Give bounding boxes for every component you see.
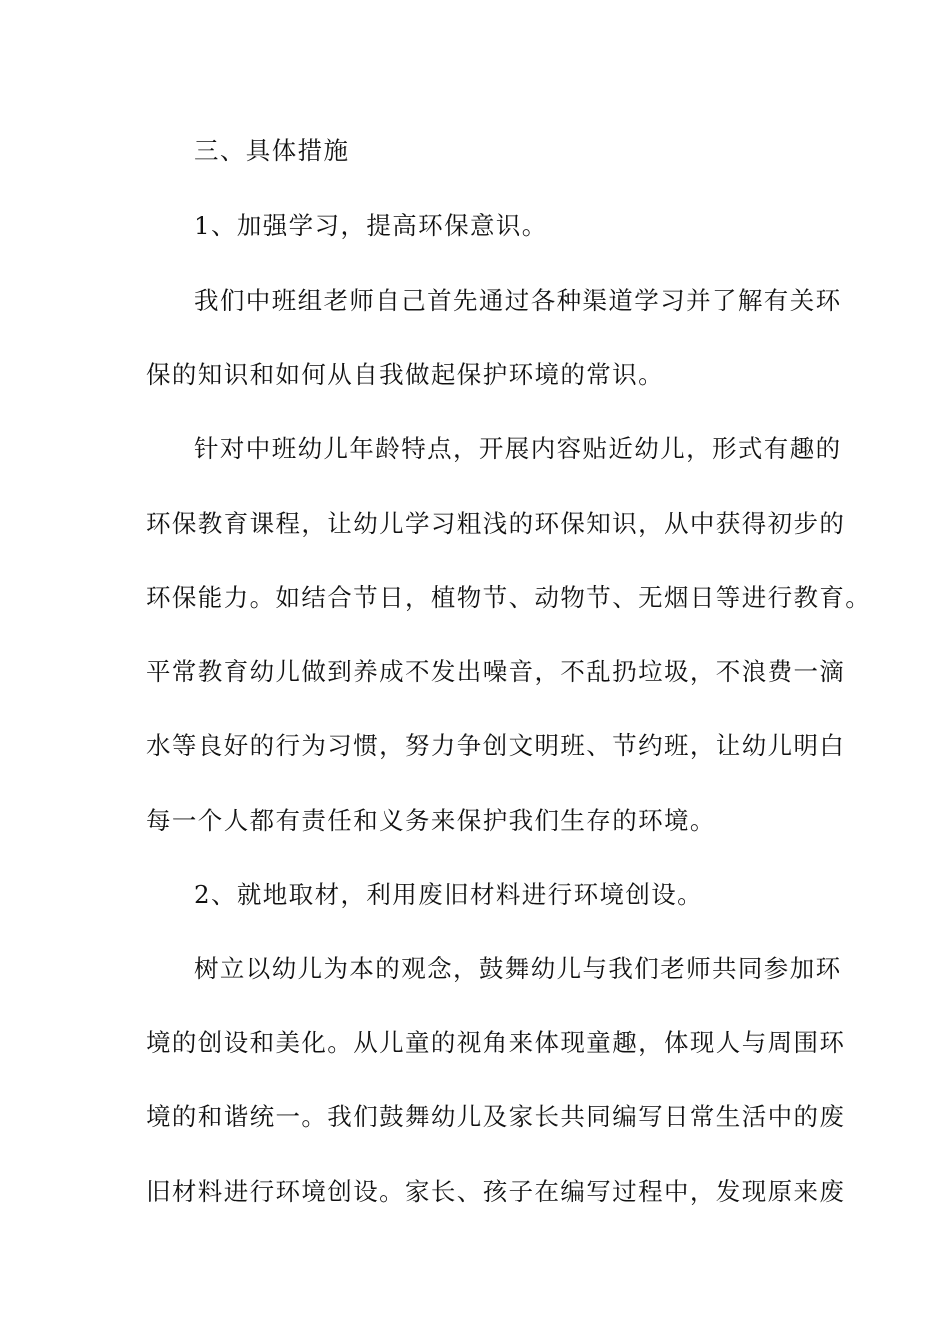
paragraph-1-line: 保的知识和如何从自我做起保护环境的常识。 (146, 360, 664, 389)
paragraph-2-line: 平常教育幼儿做到养成不发出噪音，不乱扔垃圾，不浪费一滴 (146, 657, 846, 686)
paragraph-3-line: 树立以幼儿为本的观念，鼓舞幼儿与我们老师共同参加环 (194, 954, 842, 983)
paragraph-3-line: 境的创设和美化。从儿童的视角来体现童趣，体现人与周围环 (146, 1028, 846, 1057)
item-1-heading: 1、加强学习，提高环保意识。 (194, 211, 548, 240)
paragraph-3-line: 境的和谐统一。我们鼓舞幼儿及家长共同编写日常生活中的废 (146, 1102, 846, 1131)
paragraph-3-line: 旧材料进行环境创设。家长、孩子在编写过程中，发现原来废 (146, 1177, 846, 1206)
item-2-heading: 2、就地取材，利用废旧材料进行环境创设。 (194, 880, 704, 909)
paragraph-2-line: 针对中班幼儿年龄特点，开展内容贴近幼儿，形式有趣的 (194, 434, 842, 463)
paragraph-1-line: 我们中班组老师自己首先通过各种渠道学习并了解有关环 (194, 286, 842, 315)
paragraph-2-line: 每一个人都有责任和义务来保护我们生存的环境。 (146, 806, 716, 835)
paragraph-2-line: 环保能力。如结合节日，植物节、动物节、无烟日等进行教育。 (146, 583, 872, 612)
paragraph-2-line: 水等良好的行为习惯，努力争创文明班、节约班，让幼儿明白 (146, 731, 846, 760)
section-heading: 三、具体措施 (194, 136, 350, 165)
paragraph-2-line: 环保教育课程，让幼儿学习粗浅的环保知识，从中获得初步的 (146, 509, 846, 538)
